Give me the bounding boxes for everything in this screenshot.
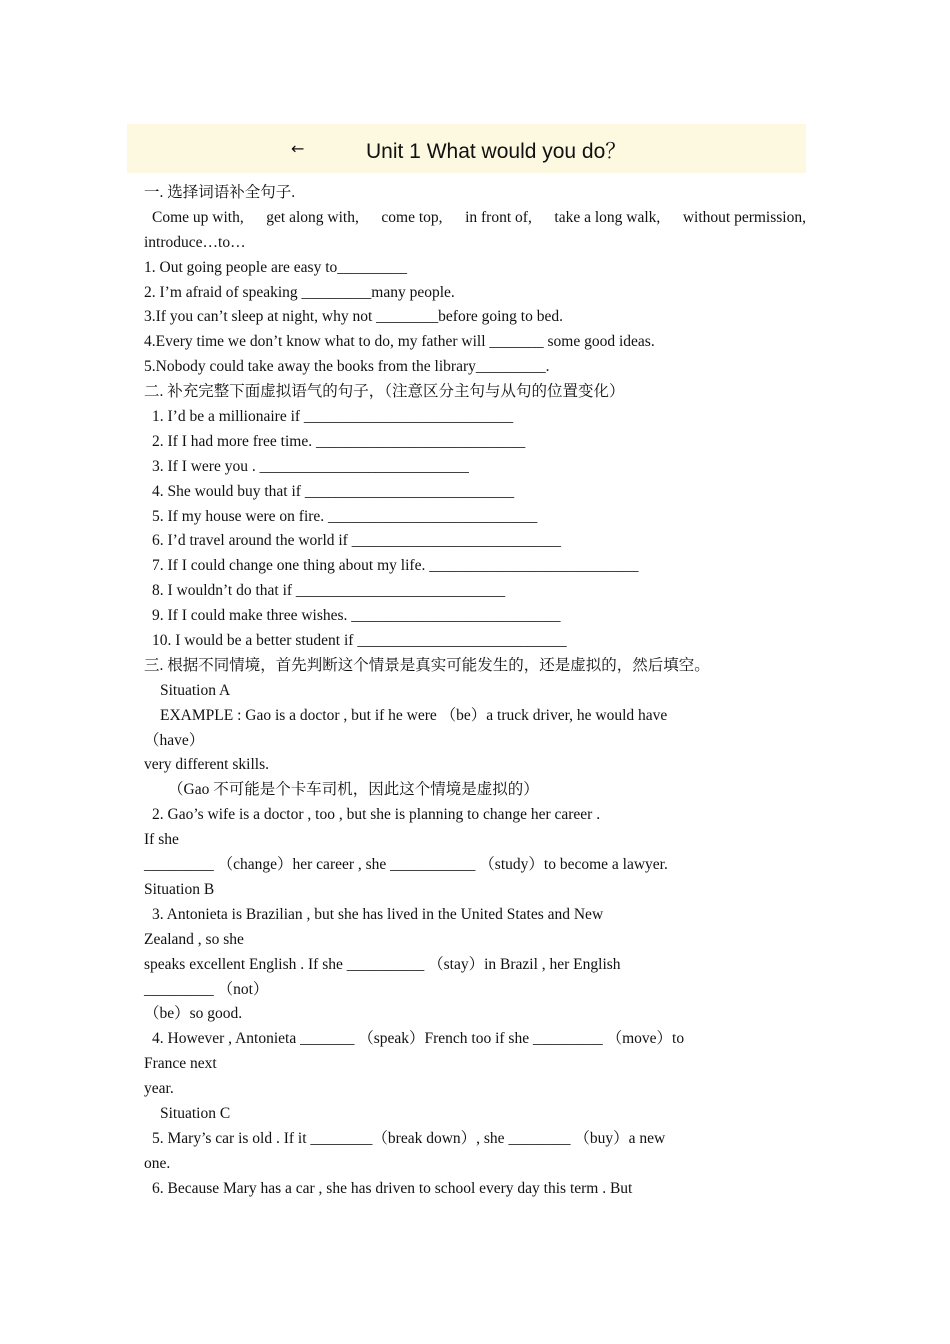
question-line: 2. Gao’s wife is a doctor , too , but she is planning to change her career . (152, 806, 601, 824)
question-line: If she (144, 831, 179, 849)
section2-heading: 二. 补充完整下面虚拟语气的句子，（注意区分主句与从句的位置变化） (144, 383, 625, 401)
question-item: 5. If my house were on fire. ___________________________ (152, 507, 538, 525)
question-item: 2. If I had more free time. ___________________________ (152, 432, 526, 450)
question-line: France next (144, 1055, 217, 1073)
word-bank-item: take a long walk, (554, 208, 661, 226)
section3-heading: 三. 根据不同情境，首先判断这个情景是真实可能发生的，还是虚拟的，然后填空。 (144, 656, 710, 674)
question-line: （be）so good. (144, 1005, 243, 1023)
question-line: year. (144, 1080, 174, 1098)
word-bank-item: Come up with, (152, 208, 244, 226)
word-bank-continued: introduce…to… (144, 233, 246, 251)
question-item: 1. I’d be a millionaire if ___________________________ (152, 408, 514, 426)
word-bank-item: come top, (381, 208, 443, 226)
back-arrow-icon: ← (291, 139, 305, 158)
question-item: 3.If you can’t sleep at night, why not ________before going to bed. (144, 308, 563, 326)
example-note: （Gao 不可能是个卡车司机，因此这个情境是虚拟的） (168, 781, 539, 799)
question-item: 10. I would be a better student if ___________________________ (152, 632, 567, 650)
question-line: _________ （change）her career , she ___________ （study）to become a lawyer. (144, 856, 668, 874)
question-line: 3. Antonieta is Brazilian , but she has lived in the United States and New (152, 905, 604, 923)
question-item: 5.Nobody could take away the books from the library_________. (144, 358, 550, 376)
question-item: 4. She would buy that if ___________________________ (152, 482, 515, 500)
question-line: _________ （not） (144, 980, 269, 998)
situation-label: Situation C (160, 1104, 231, 1122)
question-line: Zealand , so she (144, 930, 244, 948)
situation-label: Situation A (160, 681, 231, 699)
question-line: 5. Mary’s car is old . If it ________（break down）, she ________ （buy）a new (152, 1129, 666, 1147)
question-line: speaks excellent English . If she __________ （stay）in Brazil , her English (144, 955, 621, 973)
question-item: 8. I wouldn’t do that if ___________________________ (152, 582, 506, 600)
question-line: 4. However , Antonieta _______ （speak）French too if she _________ （move）to (152, 1030, 685, 1048)
word-bank-item: get along with, (266, 208, 359, 226)
question-item: 7. If I could change one thing about my life. ___________________________ (152, 557, 639, 575)
section1-heading: 一. 选择词语补全句子. (144, 184, 296, 201)
example-line: very different skills. (144, 756, 269, 774)
question-item: 1. Out going people are easy to_________ (144, 258, 408, 276)
question-line: 6. Because Mary has a car , she has driven to school every day this term . But (152, 1179, 633, 1197)
question-item: 3. If I were you . ___________________________ (152, 457, 469, 475)
word-bank (144, 206, 806, 231)
example-line: （have） (144, 731, 205, 749)
situation-label: Situation B (144, 880, 215, 898)
word-bank-item: without permission, (682, 208, 806, 226)
worksheet-body (144, 181, 806, 1202)
page-title: Unit 1 What would you do？ (366, 140, 627, 163)
example-line: EXAMPLE : Gao is a doctor , but if he were （be）a truck driver, he would have (160, 706, 668, 724)
word-bank-item: in front of, (465, 208, 532, 226)
question-item: 2. I’m afraid of speaking _________many people. (144, 283, 455, 301)
title-banner (127, 124, 806, 173)
question-item: 6. I’d travel around the world if ___________________________ (152, 532, 561, 550)
question-item: 4.Every time we don’t know what to do, my father will _______ some good ideas. (144, 333, 655, 351)
question-line: one. (144, 1154, 171, 1172)
question-item: 9. If I could make three wishes. ___________________________ (152, 607, 561, 625)
